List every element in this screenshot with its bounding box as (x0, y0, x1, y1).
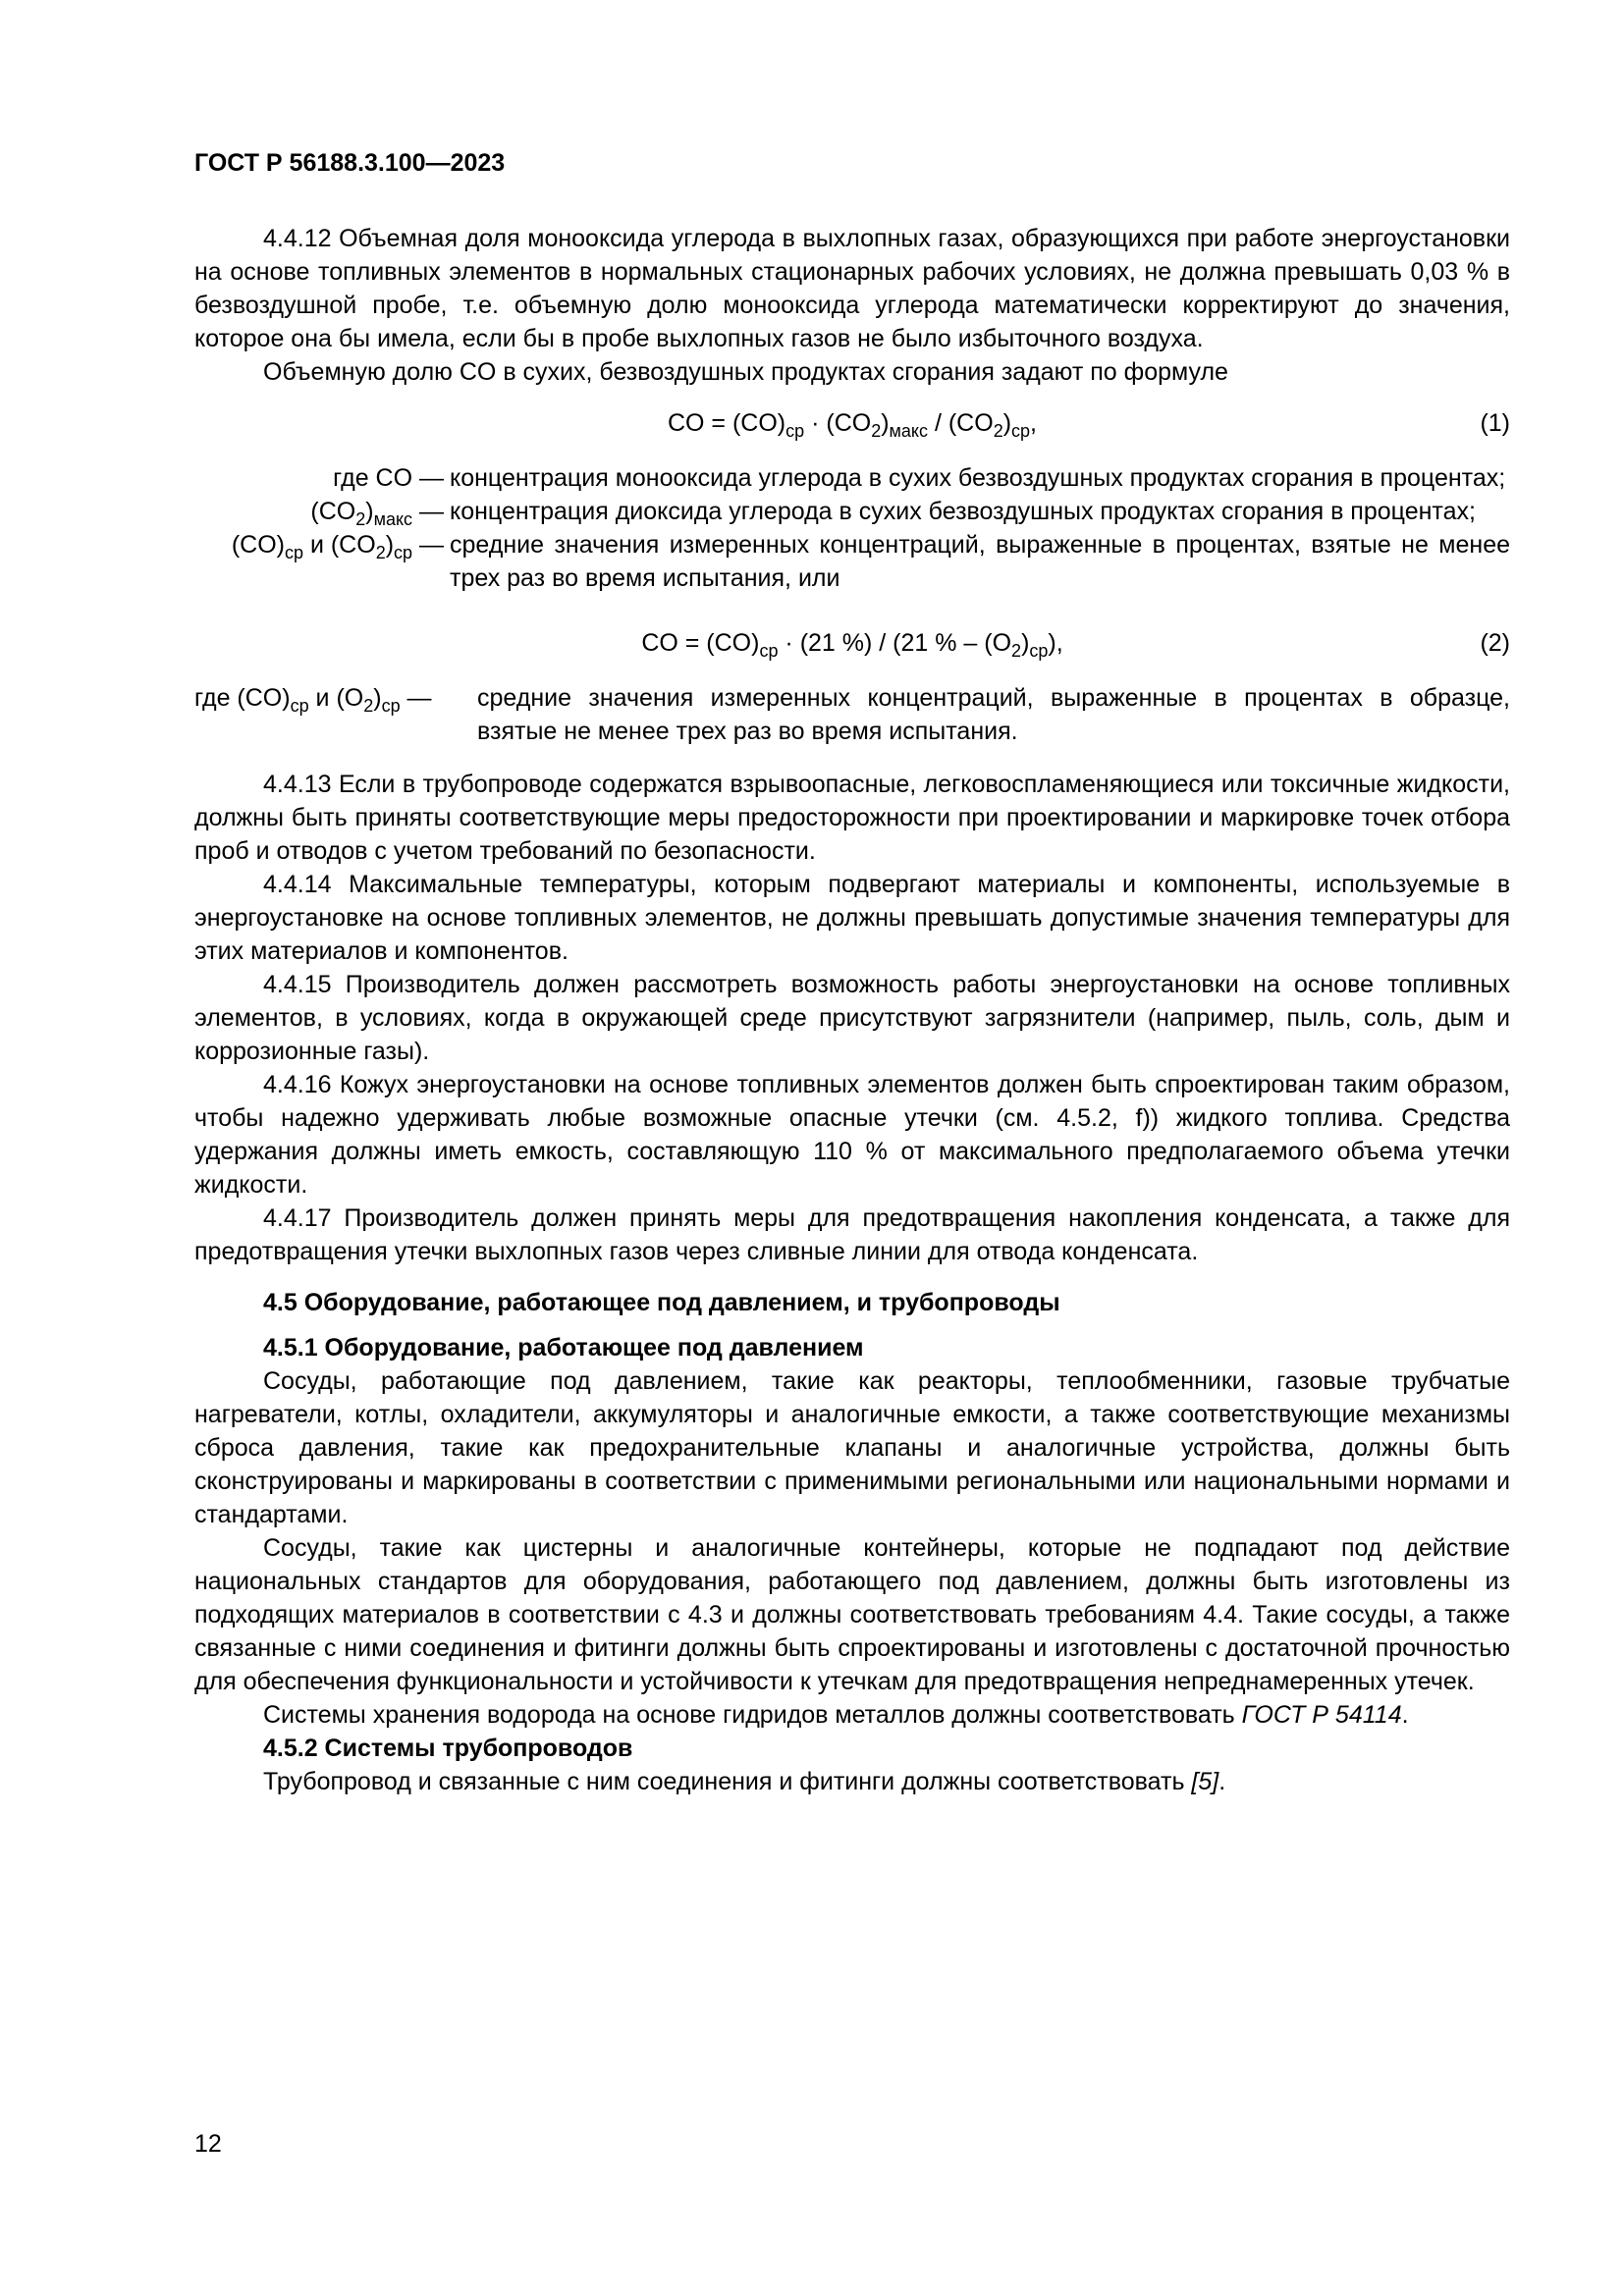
bibliography-reference: [5] (1191, 1768, 1219, 1795)
clause-4-5-1-paragraph-3: Системы хранения водорода на основе гидридов металлов должны соответствовать ГОСТ Р 54114. (263, 1701, 1409, 1729)
legend-symbol: $(CO)_{ср}$ и $(CO_2)_{ср}$ — (231, 531, 444, 562)
formula-2-expression: CO = $(CO)_{ср} \cdot (21$ %) / (21 % – $(O_2)_{ср}$), (641, 629, 1063, 661)
document-code-header: ГОСТ Р 56188.3.100—2023 (194, 149, 506, 177)
legend-symbol: где CO — (333, 464, 444, 492)
formula-2 (194, 624, 1510, 664)
document-body (194, 222, 1510, 1798)
legend-definition: средние значения измеренных концентраций, выраженные в процентах, взятые не менее трех раз во время испытания, или (450, 531, 1510, 592)
page-number: 12 (194, 2130, 222, 2158)
clause-4-5-1-paragraph-2: Сосуды, такие как цистерны и аналогичные контейнеры, которые не подпадают под действие национальных стандартов для оборудования, работающего под давлением, должны быть изготовлены из подходящих материалов в соответствии с 4.3 и должны соответствовать требованиям 4.4. Такие сосуды, а также связанные с ними соединения и фитинги должны быть спроектированы и изготовлены с достаточной прочностью для обеспечения функциональности и устойчивости к утечкам для предотвращения непреднамеренных утечек. (194, 1534, 1510, 1695)
formula-2-legend (194, 681, 1510, 748)
formula-1-number: (1) (1480, 409, 1510, 437)
formula-2-number: (2) (1480, 629, 1510, 657)
legend-symbol: $(CO_2)_{макс}$ — (310, 498, 444, 529)
formula-1-expression: CO = $(CO)_{ср} \cdot (CO_2)_{макс} / (CO_2)_{ср}$, (667, 409, 1037, 441)
clause-4-4-16: 4.4.16 Кожух энергоустановки на основе топливных элементов должен быть спроектирован таким образом, чтобы надежно удерживать любые возможные опасные утечки (см. 4.5.2, f)) жидкого топлива. Средства удержания должны иметь емкость, составляющую 110 % от максимального предполагаемого объема утечки жидкости. (194, 1071, 1510, 1199)
legend-definition: концентрация монооксида углерода в сухих безвоздушных продуктах сгорания в процентах; (450, 464, 1506, 492)
formula-1 (194, 404, 1510, 444)
clause-4-4-17: 4.4.17 Производитель должен принять меры для предотвращения накопления конденсата, а также для предотвращения утечки выхлопных газов через сливные линии для отвода конденсата. (194, 1204, 1510, 1265)
formula-1-legend (194, 461, 1510, 595)
formula-intro: Объемную долю CO в сухих, безвоздушных продуктах сгорания задают по формуле (263, 358, 1228, 386)
legend-symbol: где $(CO)_{ср}$ и $(O_2)_{ср}$ — (194, 684, 432, 716)
section-heading-4-5: 4.5 Оборудование, работающее под давлением, и трубопроводы (263, 1289, 1060, 1316)
subsection-heading-4-5-1: 4.5.1 Оборудование, работающее под давлением (263, 1334, 864, 1362)
clause-4-4-13: 4.4.13 Если в трубопроводе содержатся взрывоопасные, легковоспламеняющиеся или токсичные жидкости, должны быть приняты соответствующие меры предосторожности при проектировании и маркировке точек отбора проб и отводов с учетом требований по безопасности. (194, 771, 1510, 865)
subsection-heading-4-5-2: 4.5.2 Системы трубопроводов (263, 1735, 633, 1762)
standard-reference: ГОСТ Р 54114 (1241, 1701, 1402, 1729)
legend-definition: концентрация диоксида углерода в сухих безвоздушных продуктах сгорания в процентах; (450, 498, 1476, 525)
clause-4-4-12: 4.4.12 Объемная доля монооксида углерода в выхлопных газах, образующихся при работе энергоустановки на основе топливных элементов в нормальных стационарных рабочих условиях, не должна превышать 0,03 % в безвоздушной пробе, т.е. объемную долю монооксида углерода математически корректируют до значения, которое она бы имела, если бы в пробе выхлопных газов не было избыточного воздуха. (194, 225, 1510, 352)
legend-definition: средние значения измеренных концентраций, выраженные в процентах в образце, взятые не менее трех раз во время испытания. (477, 684, 1510, 745)
clause-4-4-14: 4.4.14 Максимальные температуры, которым подвергают материалы и компоненты, используемые в энергоустановке на основе топливных элементов, не должны превышать допустимые значения температуры для этих материалов и компонентов. (194, 871, 1510, 965)
clause-4-5-1-paragraph-1: Сосуды, работающие под давлением, такие как реакторы, теплообменники, газовые трубчатые нагреватели, котлы, охладители, аккумуляторы и аналогичные емкости, а также соответствующие механизмы сброса давления, такие как предохранительные клапаны и аналогичные устройства, должны быть сконструированы и маркированы в соответствии с применимыми региональными или национальными нормами и стандартами. (194, 1367, 1510, 1528)
clause-4-5-2-paragraph: Трубопровод и связанные с ним соединения и фитинги должны соответствовать [5]. (263, 1768, 1226, 1795)
spacer (194, 748, 1510, 768)
clause-4-4-15: 4.4.15 Производитель должен рассмотреть возможность работы энергоустановки на основе топливных элементов, в условиях, когда в окружающей среде присутствуют загрязнители (например, пыль, соль, дым и коррозионные газы). (194, 971, 1510, 1065)
